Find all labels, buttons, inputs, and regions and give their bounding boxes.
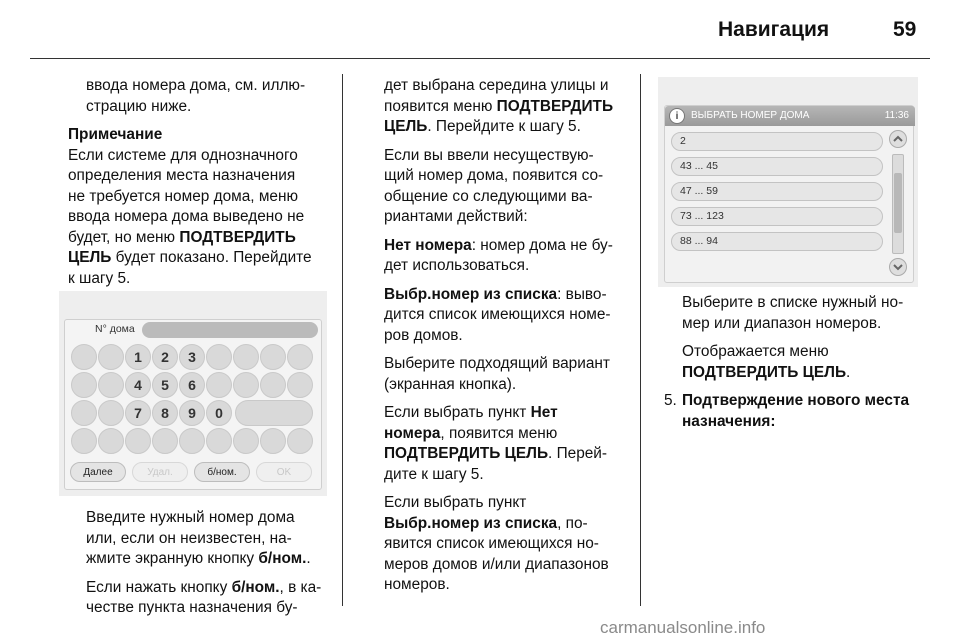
next-button[interactable]: Далее — [70, 462, 126, 482]
keypad-key[interactable] — [71, 344, 97, 370]
screen-1-caption: Введите нужный номер дома или, если он неизвестен, на- жмите экранную кнопку б/ном.. Если нажать кнопку б/ном., в ка- честве пункта назначения бу- — [86, 509, 322, 616]
key-5[interactable]: 5 — [152, 372, 178, 398]
keypad-key[interactable] — [71, 400, 97, 426]
list-panel — [664, 105, 914, 283]
keypad-key[interactable] — [260, 372, 286, 398]
column-2: дет выбрана середина улицы и появится меню ПОДТВЕРДИТЬ ЦЕЛЬ. Перейдите к шагу 5. Если вы ввели несуществую- щий номер дома, появится со- общение со следующими ва- риантами действий: Нет номера: номер дома не бу- дет использоваться. Выбр.номер из списка: выво- дится список имеющихся номе- ров домов. Выберите подходящий вариант (экранная кнопка). Если выбрать пункт Нет номера, появится меню ПОДТВЕРДИТЬ ЦЕЛЬ. Перей- дите к шагу 5. Если выбрать пункт Выбр.номер из списка, по- явится список имеющихся но- меров домов и/или диапазонов номеров. — [384, 77, 614, 593]
delete-button[interactable]: Удал. — [132, 462, 188, 482]
key-7[interactable]: 7 — [125, 400, 151, 426]
page-title: Навигация — [718, 18, 830, 41]
house-number-screen — [59, 291, 327, 496]
scroll-down-icon[interactable] — [889, 258, 907, 276]
page-number: 59 — [893, 18, 917, 41]
intro-paragraph: ввода номера дома, см. иллю- страцию ниже. — [86, 77, 306, 115]
no-number-button[interactable]: б/ном. — [194, 462, 250, 482]
key-6[interactable]: 6 — [179, 372, 205, 398]
key-0[interactable]: 0 — [206, 400, 232, 426]
list-item[interactable]: 47 ... 59 — [671, 182, 883, 201]
select-house-number-screen — [658, 77, 918, 287]
keypad-row-4 — [71, 428, 319, 455]
keypad-key[interactable] — [125, 428, 151, 454]
keypad-key[interactable] — [206, 344, 232, 370]
clock: 11:36 — [884, 110, 909, 121]
keypad-key[interactable] — [233, 428, 259, 454]
note-heading: Примечание — [68, 126, 163, 143]
house-number-label: N° дома — [95, 323, 135, 335]
keypad-key[interactable] — [260, 344, 286, 370]
scroll-track[interactable] — [892, 154, 904, 254]
list-item[interactable]: 2 — [671, 132, 883, 151]
list-item[interactable]: 88 ... 94 — [671, 232, 883, 251]
scrollbar[interactable] — [889, 130, 907, 280]
keypad-key[interactable] — [98, 428, 124, 454]
keypad-key[interactable] — [287, 344, 313, 370]
list-item[interactable]: 43 ... 45 — [671, 157, 883, 176]
key-1[interactable]: 1 — [125, 344, 151, 370]
step-5: 5. Подтверждение нового места назначения: — [664, 392, 910, 430]
keypad-panel — [64, 319, 322, 490]
keypad-key[interactable] — [233, 372, 259, 398]
keypad-key[interactable] — [287, 428, 313, 454]
keypad-key[interactable] — [233, 344, 259, 370]
header-divider — [30, 58, 930, 59]
screen-title: ВЫБРАТЬ НОМЕР ДОМА — [691, 110, 810, 121]
keypad-key[interactable] — [152, 428, 178, 454]
list-item[interactable]: 73 ... 123 — [671, 207, 883, 226]
keypad-row-1 — [71, 344, 319, 371]
key-9[interactable]: 9 — [179, 400, 205, 426]
keypad-row-3 — [71, 400, 319, 427]
keypad-key[interactable] — [206, 428, 232, 454]
watermark: carmanualsonline.info — [600, 618, 766, 637]
key-3[interactable]: 3 — [179, 344, 205, 370]
screen-titlebar — [665, 106, 915, 126]
note: Примечание Если системе для однозначного определения места назначения не требуется номер дома, меню ввода номера дома выведено не будет, но меню ПОДТВЕРДИТЬ ЦЕЛЬ будет показано. Перейдите к шагу 5. — [68, 126, 312, 287]
keypad-row-2 — [71, 372, 319, 399]
keypad-key[interactable] — [98, 400, 124, 426]
keypad-key[interactable] — [206, 372, 232, 398]
keypad — [71, 344, 319, 456]
scroll-thumb[interactable] — [894, 173, 902, 233]
keypad-key[interactable] — [179, 428, 205, 454]
keypad-key[interactable] — [287, 372, 313, 398]
key-4[interactable]: 4 — [125, 372, 151, 398]
column-divider-1 — [342, 74, 343, 606]
space-key[interactable] — [235, 400, 313, 426]
column-divider-2 — [640, 74, 641, 606]
keypad-key[interactable] — [98, 344, 124, 370]
key-8[interactable]: 8 — [152, 400, 178, 426]
keypad-key[interactable] — [260, 428, 286, 454]
scroll-up-icon[interactable] — [889, 130, 907, 148]
info-icon[interactable]: i — [669, 108, 685, 124]
ok-button[interactable]: OK — [256, 462, 312, 482]
key-2[interactable]: 2 — [152, 344, 178, 370]
column-3: Выберите в списке нужный но- мер или диапазон номеров. Отображается меню ПОДТВЕРДИТЬ ЦЕЛЬ. 5. Подтверждение нового места назначения: — [664, 293, 920, 440]
keypad-key[interactable] — [98, 372, 124, 398]
keypad-key[interactable] — [71, 372, 97, 398]
keypad-buttons — [70, 462, 318, 482]
column-1 — [68, 76, 330, 326]
keypad-key[interactable] — [71, 428, 97, 454]
house-number-input[interactable] — [142, 322, 318, 338]
